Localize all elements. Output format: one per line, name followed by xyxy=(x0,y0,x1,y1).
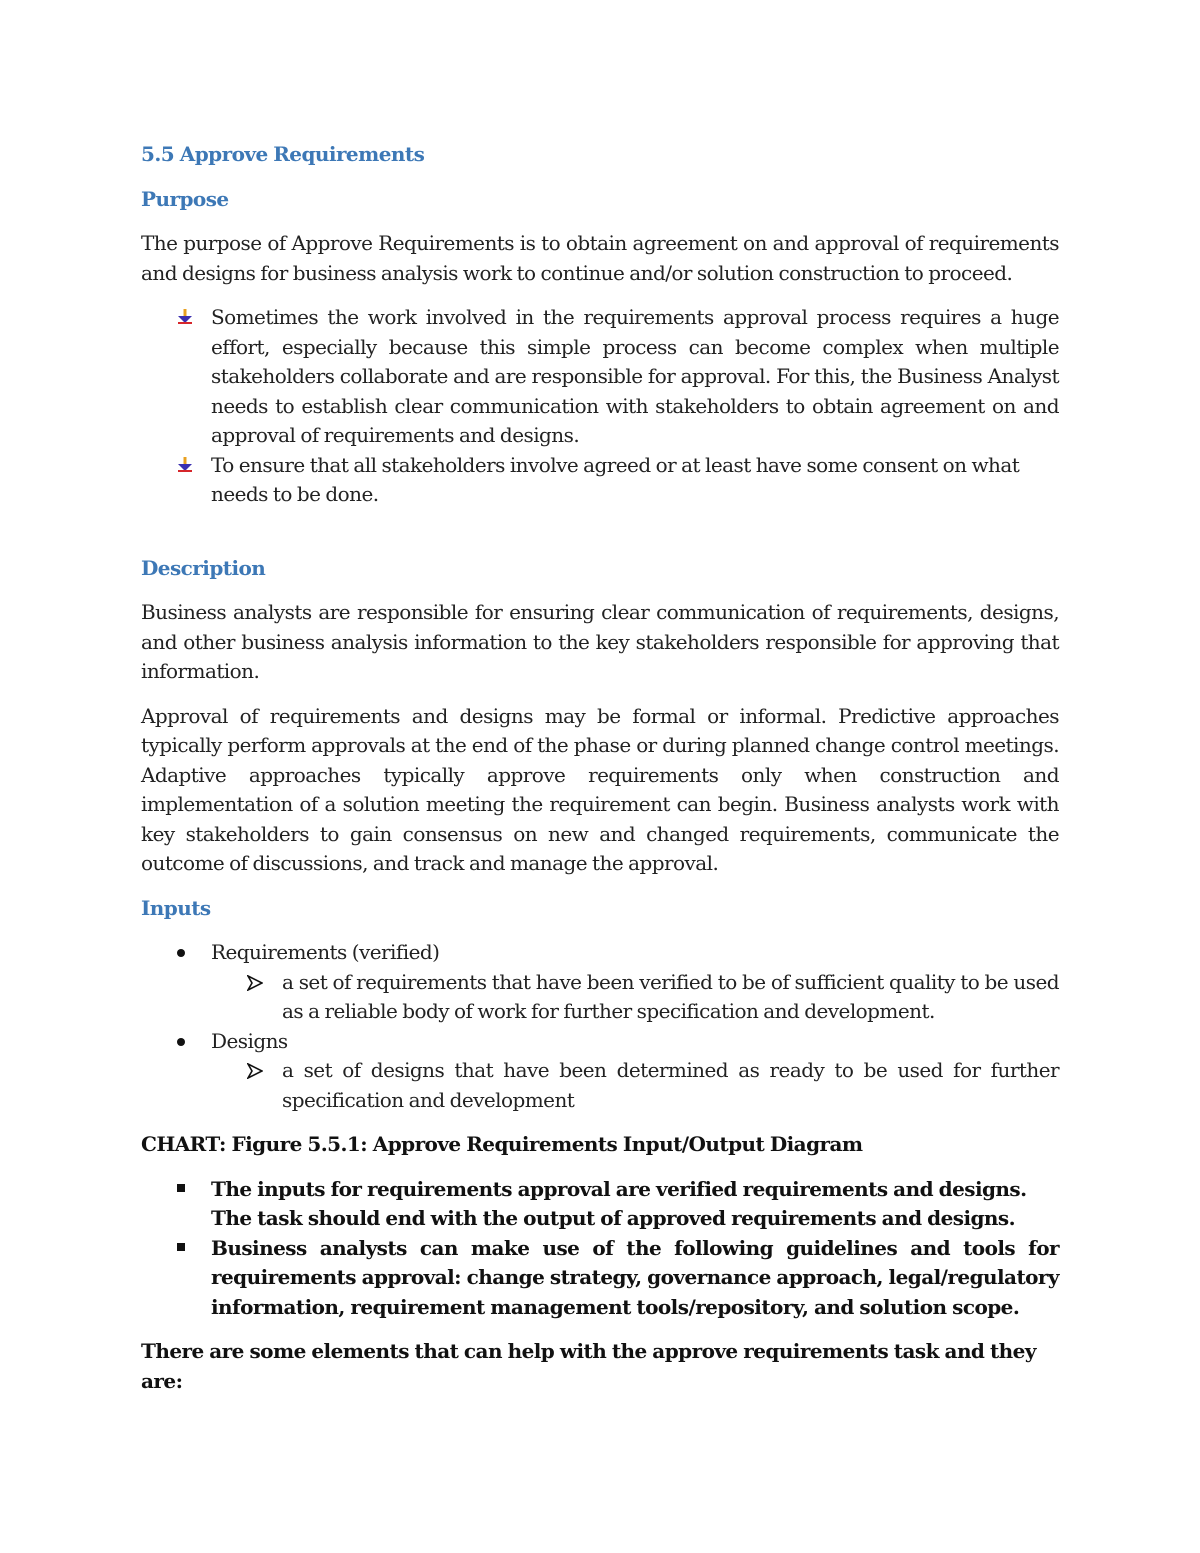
purpose-heading: Purpose xyxy=(141,186,229,211)
input-sublist xyxy=(211,1056,1059,1115)
description-paragraph: Approval of requirements and designs may be formal or informal. Predictive approaches typically perform approvals at the end of the phase or during planned change control meetings. Adaptive approaches typically approve requirements only when construction and implementation of a solution meeting the requirement can begin. Business analysts work with key stakeholders to gain consensus on new and changed requirements, communicate the outcome of discussions, and track and manage the approval. xyxy=(141,703,1059,875)
input-detail-text: a set of designs that have been determined as ready to be used for further specification and development xyxy=(282,1058,1059,1112)
bullet-dot xyxy=(177,1038,185,1046)
bullet-square xyxy=(177,1243,185,1251)
section-title: 5.5 Approve Requirements xyxy=(141,142,425,166)
down-arrow-bullet-icon xyxy=(177,303,199,332)
down-arrow-bullet-icon xyxy=(177,451,199,480)
input-detail-text: a set of requirements that have been verified to be of sufficient quality to be used as a reliable body of work for further specification and development. xyxy=(282,969,1059,1023)
input-detail-item xyxy=(211,968,1059,1027)
arrowhead-bullet-icon xyxy=(247,1056,269,1085)
inputs-list xyxy=(141,938,1059,1115)
input-item xyxy=(141,938,1059,1027)
chart-bullet-text: The inputs for requirements approval are verified requirements and designs. The task should end with the output of approved requirements and designs. xyxy=(211,1176,1027,1230)
description-heading: Description xyxy=(141,555,266,580)
input-item-label: Designs xyxy=(211,1028,288,1053)
purpose-bullet-text: To ensure that all stakeholders involve agreed or at least have some consent on what needs to be done. xyxy=(211,452,1020,506)
input-sublist xyxy=(211,968,1059,1027)
chart-bullet-text: Business analysts can make use of the following guidelines and tools for requirements approval: change strategy, governance approach, legal/regulatory information, requirement management tools/repository, and solution scope. xyxy=(211,1235,1059,1319)
chart-bullet-item xyxy=(141,1234,1059,1323)
input-item-label: Requirements (verified) xyxy=(211,940,440,964)
purpose-bullet-text: Sometimes the work involved in the requirements approval process requires a huge effort, especially because this simple process can become complex when multiple stakeholders collaborate and are responsible for approval. For this, the Business Analyst needs to establish clear communication with stakeholders to obtain agreement on and approval of requirements and designs. xyxy=(211,305,1059,447)
purpose-paragraph: The purpose of Approve Requirements is to obtain agreement on and approval of requirements and designs for business analysis work to continue and/or solution construction to proceed. xyxy=(141,231,1059,285)
purpose-bullet-item xyxy=(141,303,1059,451)
purpose-bullet-list xyxy=(141,303,1059,510)
document-body xyxy=(141,140,1059,1411)
inputs-heading: Inputs xyxy=(141,895,211,920)
bullet-dot xyxy=(177,949,185,957)
purpose-bullet-item xyxy=(141,451,1059,510)
chart-caption: CHART: Figure 5.5.1: Approve Requirements Input/Output Diagram xyxy=(141,1132,863,1156)
bullet-square xyxy=(177,1184,185,1192)
arrowhead-bullet-icon xyxy=(247,968,269,997)
input-item xyxy=(141,1027,1059,1116)
input-detail-item xyxy=(211,1056,1059,1115)
chart-bullet-item xyxy=(141,1175,1059,1234)
closing-line: There are some elements that can help with the approve requirements task and they are: xyxy=(141,1339,1036,1393)
chart-bullet-list xyxy=(141,1175,1059,1323)
description-paragraph: Business analysts are responsible for ensuring clear communication of requirements, designs, and other business analysis information to the key stakeholders responsible for approving that information. xyxy=(141,600,1059,683)
